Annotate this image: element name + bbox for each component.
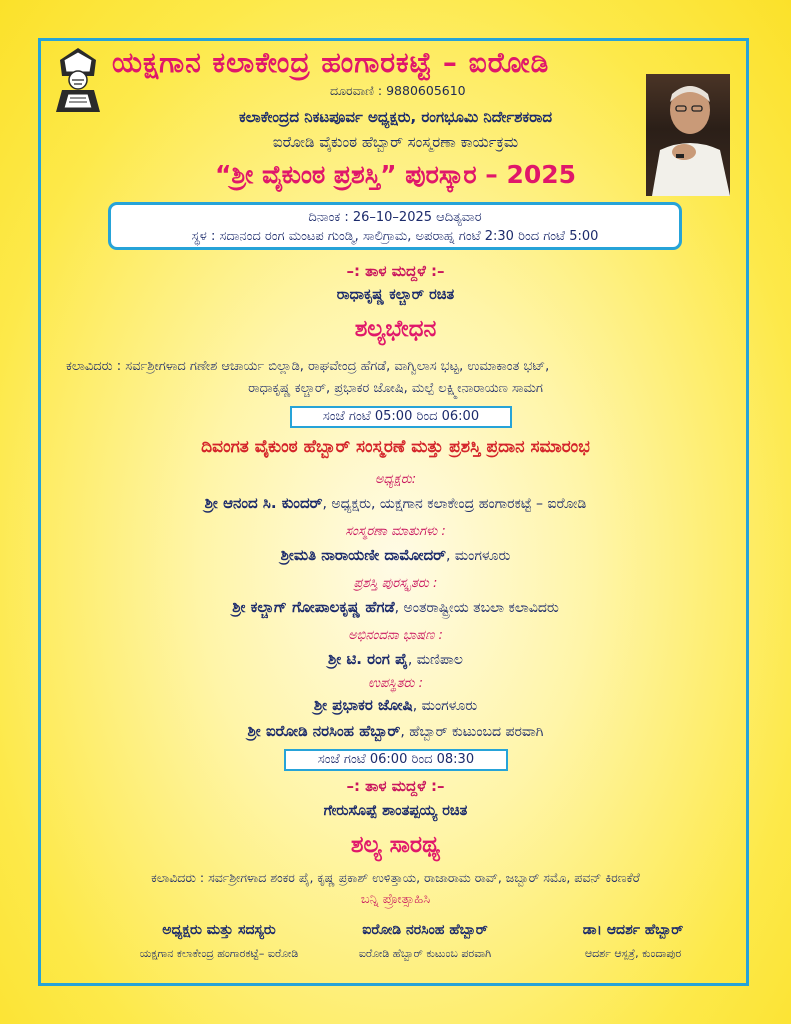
president-desc: , ಅಧ್ಯಕ್ಷರು, ಯಕ್ಷಗಾನ ಕಲಾಕೇಂದ್ರ ಹಂಗಾರಕಟ್ಟೆ – ಐರೋಡಿ bbox=[322, 496, 587, 512]
show2-tala-label: –: ತಾಳ ಮದ್ದಳೆ :– bbox=[346, 777, 445, 795]
memorial-line bbox=[0, 546, 791, 564]
ceremony-time-box: ಸಂಜೆ ಗಂಟೆ 05:00 ರಿಂದ 06:00 bbox=[290, 406, 512, 428]
awardee-line bbox=[0, 598, 791, 616]
phone-number: ದೂರವಾಣಿ : 9880605610 bbox=[330, 83, 466, 98]
show1-artists-line2: ರಾಧಾಕೃಷ್ಣ ಕಲ್ಚಾರ್, ಪ್ರಭಾಕರ ಜೋಷಿ, ಮಲ್ಪೆ ಲಕ್ಷ್ಮೀನಾರಾಯಣ ಸಾಮಗ bbox=[248, 381, 543, 396]
footer-host-3-sub: ಆದರ್ಶ ಆಸ್ಪತ್ರೆ, ಕುಂದಾಪುರ bbox=[584, 947, 682, 960]
guest2-name: ಶ್ರೀ ಐರೋಡಿ ನರಸಿಂಹ ಹೆಬ್ಬಾರ್ bbox=[247, 722, 401, 740]
guest1-name: ಶ್ರೀ ಪ್ರಭಾಕರ ಜೋಷಿ bbox=[313, 696, 413, 714]
awardee-label: ಪ್ರಶಸ್ತಿ ಪುರಸ್ಕೃತರು : bbox=[353, 576, 438, 591]
show1-title: ಶಲ್ಯಭೇಧನ bbox=[354, 316, 437, 342]
show1-tala-label: –: ತಾಳ ಮದ್ದಳೆ :– bbox=[346, 262, 445, 280]
felicitation-label: ಅಭಿನಂದನಾ ಭಾಷಣ : bbox=[348, 628, 443, 643]
guest2-desc: , ಹೆಬ್ಬಾರ್ ಕುಟುಂಬದ ಪರವಾಗಿ bbox=[400, 724, 544, 740]
show2-artists: ಕಲಾವಿದರು : ಸರ್ವಶ್ರೀಗಳಾದ ಶಂಕರ ಪೈ, ಕೃಷ್ಣ ಪ್ರಕಾಶ್ ಉಳಿತ್ತಾಯ, ರಾಜಾರಾಮ ರಾವ್, ಜಬ್ಬಾರ್ ಸಮೊ, ಪವನ್ ಕಿರಣಕೆರೆ bbox=[151, 870, 640, 885]
show1-artists-line1: ಕಲಾವಿದರು : ಸರ್ವಶ್ರೀಗಳಾದ ಗಣೇಶ ಆಚಾರ್ಯ ಬಿಲ್ಲಾಡಿ, ರಾಘವೇಂದ್ರ ಹೆಗಡೆ, ವಾಗ್ವಿಲಾಸ ಭಟ್ಟ, ಉಮಾಕಾಂತ ಭಟ್, bbox=[66, 359, 550, 374]
president-line bbox=[0, 494, 791, 512]
event-venue: ಸ್ಥಳ : ಸದಾನಂದ ರಂಗ ಮಂಟಪ ಗುಂಡ್ಮಿ, ಸಾಲಿಗ್ರಾಮ, ಅಪರಾಹ್ನ ಗಂಟೆ 2:30 ರಿಂದ ಗಂಟೆ 5:00 bbox=[191, 229, 599, 244]
organizer-line: ಕಲಾಕೇಂದ್ರದ ನಿಕಟಪೂರ್ವ ಅಧ್ಯಕ್ಷರು, ರಂಗಭೂಮಿ ನಿರ್ದೇಶಕರಾದ bbox=[238, 108, 553, 126]
event-date: ದಿನಾಂಕ : 26–10–2025 ಆದಿತ್ಯವಾರ bbox=[308, 210, 482, 225]
show1-author: ರಾಧಾಕೃಷ್ಣ ಕಲ್ಚಾರ್ ರಚಿತ bbox=[336, 287, 455, 303]
program-line: ಐರೋಡಿ ವೈಕುಂಠ ಹೆಬ್ಬಾರ್ ಸಂಸ್ಮರಣಾ ಕಾರ್ಯಕ್ರಮ bbox=[272, 133, 519, 151]
award-title: “ಶ್ರೀ ವೈಕುಂಠ ಪ್ರಶಸ್ತಿ” ಪುರಸ್ಕಾರ – 2025 bbox=[214, 160, 577, 189]
guest2-line bbox=[0, 722, 791, 740]
footer-host-2-name: ಐರೋಡಿ ನರಸಿಂಹ ಹೆಬ್ಬಾರ್ bbox=[362, 922, 488, 938]
memorial-desc: , ಮಂಗಳೂರು bbox=[445, 548, 511, 564]
guest1-line bbox=[0, 696, 791, 714]
show2-title: ಶಲ್ಯ ಸಾರಥ್ಯ bbox=[350, 832, 441, 858]
show2-time-box: ಸಂಜೆ ಗಂಟೆ 06:00 ರಿಂದ 08:30 bbox=[284, 749, 508, 771]
memorial-label: ಸಂಸ್ಮರಣಾ ಮಾತುಗಳು : bbox=[345, 524, 446, 539]
awardee-desc: , ಅಂತರಾಷ್ಟ್ರೀಯ ತಬಲಾ ಕಲಾವಿದರು bbox=[394, 600, 559, 616]
footer-host-1-sub: ಯಕ್ಷಗಾನ ಕಲಾಕೇಂದ್ರ ಹಂಗಾರಕಟ್ಟೆ– ಐರೋಡಿ bbox=[139, 947, 299, 960]
president-name: ಶ್ರೀ ಆನಂದ ಸಿ. ಕುಂದರ್ bbox=[204, 494, 323, 512]
guest1-desc: , ಮಂಗಳೂರು bbox=[412, 698, 478, 714]
president-label: ಅಧ್ಯಕ್ಷರು: bbox=[374, 472, 417, 487]
invite-line: ಬನ್ನಿ ಪ್ರೋತ್ಸಾಹಿಸಿ bbox=[360, 892, 431, 907]
awardee-name: ಶ್ರೀ ಕಲ್ಚಾಗ್ ಗೋಪಾಲಕೃಷ್ಣ ಹೆಗಡೆ bbox=[232, 598, 395, 616]
felicitation-name: ಶ್ರೀ ಟಿ. ರಂಗ ಪೈ bbox=[328, 650, 408, 668]
footer-host-3-name: ಡಾ। ಆದರ್ಶ ಹೆಬ್ಬಾರ್ bbox=[582, 922, 684, 938]
felicitation-desc: , ಮಣಿಪಾಲ bbox=[407, 652, 463, 668]
ceremony-heading: ದಿವಂಗತ ವೈಕುಂಠ ಹೆಬ್ಬಾರ್ ಸಂಸ್ಮರಣೆ ಮತ್ತು ಪ್ರಶಸ್ತಿ ಪ್ರದಾನ ಸಮಾರಂಭ bbox=[201, 437, 590, 457]
yakshagana-logo-icon bbox=[50, 46, 106, 114]
organization-title: ಯಕ್ಷಗಾನ ಕಲಾಕೇಂದ್ರ ಹಂಗಾರಕಟ್ಟೆ – ಐರೋಡಿ bbox=[112, 46, 550, 79]
guests-label: ಉಪಸ್ಥಿತರು : bbox=[367, 676, 423, 691]
memorial-name: ಶ್ರೀಮತಿ ನಾರಾಯಣೀ ದಾಮೋದರ್ bbox=[280, 546, 446, 564]
footer-host-1-name: ಅಧ್ಯಕ್ಷರು ಮತ್ತು ಸದಸ್ಯರು bbox=[162, 922, 276, 938]
footer-host-2-sub: ಐರೋಡಿ ಹೆಬ್ಬಾರ್ ಕುಟುಂಬ ಪರವಾಗಿ bbox=[358, 947, 492, 960]
felicitation-line bbox=[0, 650, 791, 668]
show2-author: ಗೇರುಸೊಪ್ಪೆ ಶಾಂತಪ್ಪಯ್ಯ ರಚಿತ bbox=[323, 803, 468, 819]
date-venue-box bbox=[108, 202, 682, 250]
